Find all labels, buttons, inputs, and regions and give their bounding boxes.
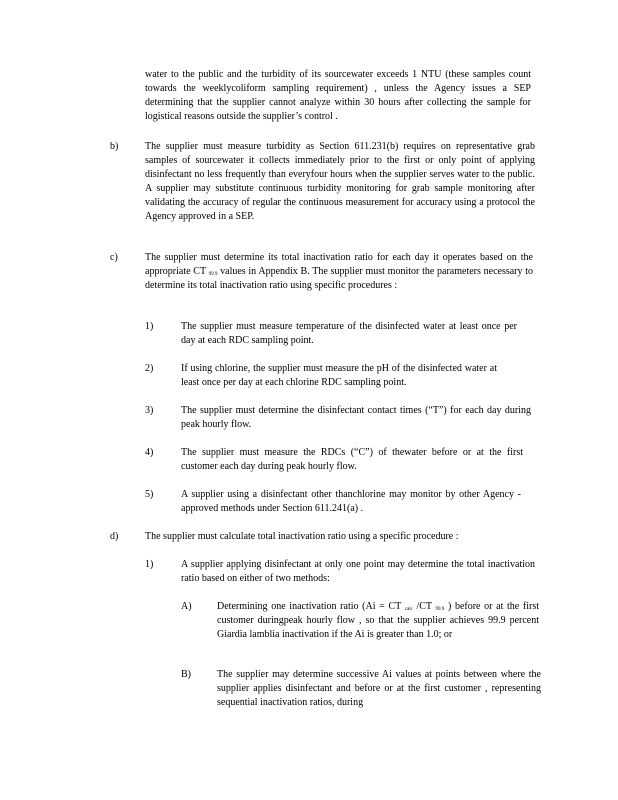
item-d1-label: 1)	[145, 559, 154, 570]
item-d1B-label: B)	[181, 669, 191, 680]
section-d-text: The supplier must calculate total inactivation ratio using a specific procedure :	[145, 531, 459, 542]
item-c1-label: 1)	[145, 321, 154, 332]
item-c5-text: A supplier using a disinfectant other thanchlorine may monitor by other Agency -approved methods under Section 611.241(a) .	[181, 489, 521, 514]
item-d1A-text-part3: ) before or at the first customer duringpeak hourly flow , so that the supplier achieves 99.9 percent Giardia lamblia inactivation if the Ai is greater than 1.0; or	[217, 601, 540, 640]
section-c-text-part2: values in Appendix B. The supplier must monitor the parameters necessary to determine its total inactivation ratio using specific procedures :	[145, 266, 534, 291]
item-d1A-text-part1: Determining one inactivation ratio (Ai = CT	[217, 601, 402, 612]
item-d1-text: A supplier applying disinfectant at only one point may determine the total inactivation ratio based on either of two methods:	[181, 559, 535, 584]
item-c1-text: The supplier must measure temperature of the disinfected water at least once per day at each RDC sampling point.	[181, 321, 517, 346]
item-d1B-text: The supplier may determine successive Ai values at points between where the supplier applies disinfectant and before or at the first customer , representing sequential inactivation ratios, during	[217, 669, 541, 708]
ct99-subscript: 99.9	[435, 607, 445, 612]
ct-subscript: 99.9	[208, 272, 218, 277]
item-c2-label: 2)	[145, 363, 154, 374]
intro-paragraph: water to the public and the turbidity of its sourcewater exceeds 1 NTU (these samples count towards the weeklycoliform sampling requirement) , unless the Agency issues a SEP determining that the supplier cannot analyze within 30 hours after collecting the sample for logistical reasons outside the supplier’s control .	[145, 69, 531, 122]
item-c3-text: The supplier must determine the disinfectant contact times (“T”) for each day during peak hourly flow.	[181, 405, 531, 430]
item-c4-label: 4)	[145, 447, 154, 458]
section-b-label: b)	[110, 141, 119, 152]
item-c4-text: The supplier must measure the RDCs (“C”) of thewater before or at the first customer each day during peak hourly flow.	[181, 447, 523, 472]
section-b-text: The supplier must measure turbidity as Section 611.231(b) requires on representative grab samples of sourcewater it collects immediately prior to the first or only point of applying disinfectant no less frequently than everyfour hours when the supplier serves water to the public. A supplier may substitute continuous turbidity monitoring for grab sample monitoring after validating the accuracy of regular the continuous measurement for accuracy using a protocol the Agency approved in a SEP.	[145, 141, 535, 222]
item-d1A-label: A)	[181, 601, 192, 612]
item-c5-label: 5)	[145, 489, 154, 500]
item-d1A-text-part2: /CT	[416, 601, 432, 612]
item-c2-text: If using chlorine, the supplier must measure the pH of the disinfected water at least once per day at each chlorine RDC sampling point.	[181, 363, 497, 388]
section-d-label: d)	[110, 531, 119, 542]
item-c3-label: 3)	[145, 405, 154, 416]
section-c-text	[145, 251, 533, 293]
section-c-text-part1: The supplier must determine its total inactivation ratio for each day it operates based on the appropriate CT	[145, 252, 533, 277]
section-c-label: c)	[110, 252, 118, 263]
ct-calc-subscript: calc	[404, 607, 413, 612]
item-d1A-text	[217, 600, 539, 642]
